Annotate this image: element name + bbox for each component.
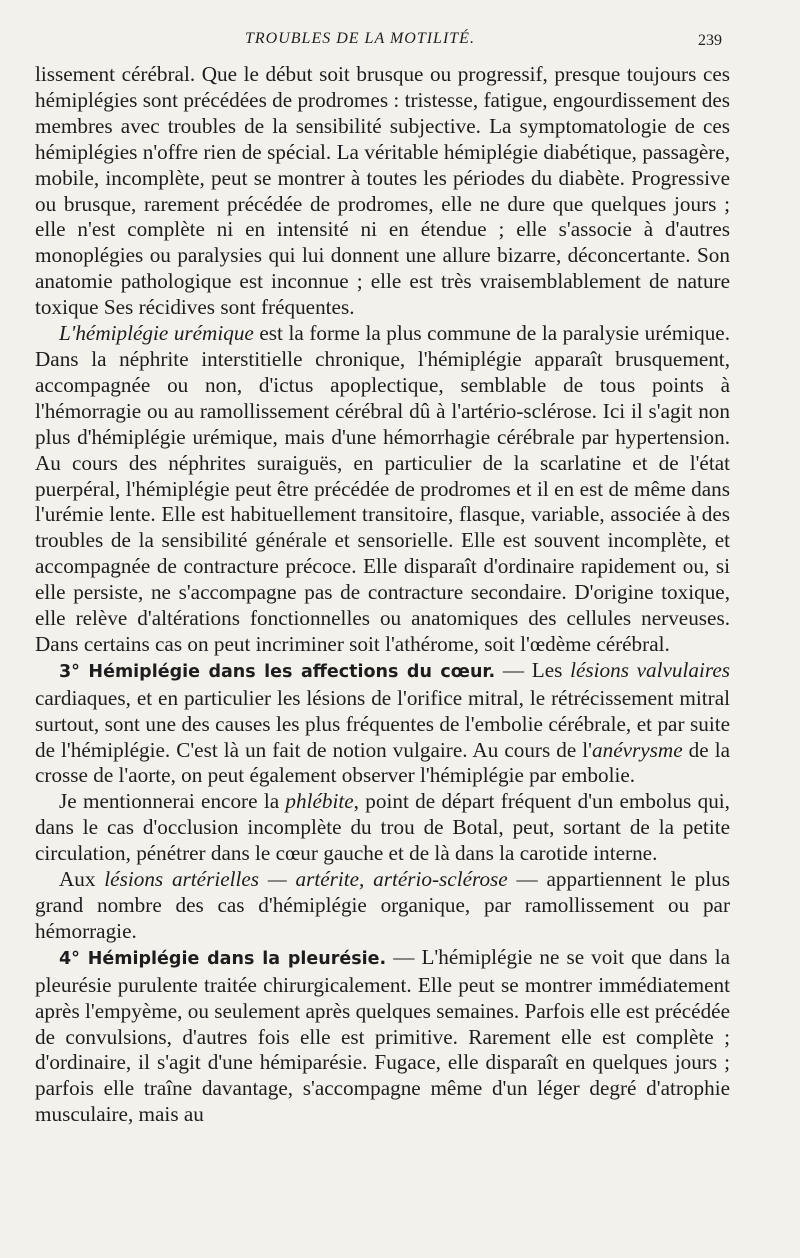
italic-term: phlébite [285, 789, 354, 814]
paragraph-text: — Les [495, 657, 571, 682]
page-number: 239 [698, 32, 722, 49]
paragraph-text: — L'hémiplégie ne se voit que dans la pleurésie purulente traitée chirurgicalement. Elle peut se montrer immédiatement après l'empyème, ou seulement après quelques semaines. Parfois elle est précédée de convulsions, d'autres fois elle est primitive. Rarement elle est complète ; d'ordinaire, il s'agit d'une hémiparésie. Fugace, elle disparaît en quelques jours ; parfois elle traîne davantage, s'accompagne même d'un léger degré d'atrophie musculaire, mais au [35, 944, 730, 1127]
paragraph-diabetic-hemiplegia [35, 62, 730, 321]
running-title: TROUBLES DE LA MOTILITÉ. [245, 30, 475, 47]
italic-term: lésions valvulaires [570, 657, 730, 682]
paragraph-text: est la forme la plus commune de la paralysie urémique. Dans la néphrite interstitielle chronique, l'hémiplégie apparaît brusquement, accompagnée ou non, d'ictus apoplectique, semblable de tous points à l'hémorragie ou au ramollissement cérébral dû à l'artério-sclérose. Ici il s'agit non plus d'hémiplégie urémique, mais d'une hémorrhagie cérébrale par hypertension. Au cours des néphrites suraiguës, en particulier de la scarlatine et de l'état puerpéral, l'hémiplégie peut être précédée de prodromes et il en est de même dans l'urémie lente. Elle est habituellement transitoire, flasque, variable, associée à des troubles de la sensibilité générale et sensorielle. Elle est souvent incomplète, et accompagnée de contracture précoce. Elle disparaît d'ordinaire rapidement ou, si elle persiste, ne s'accompagne pas de contracture secondaire. D'origine toxique, elle relève d'altérations fonctionnelles ou anatomiques des cellules nerveuses. Dans certains cas on peut incriminer soit l'athérome, soit l'œdème cérébral. [35, 321, 730, 656]
paragraph-text: Aux [59, 867, 105, 892]
paragraph-uremic-hemiplegia [35, 321, 730, 658]
italic-term: lésions artérielles — artérite, artério-sclérose [104, 867, 508, 892]
paragraph-text: cardiaques, et en particulier les lésions de l'orifice mitral, le rétrécissement mitral surtout, sont une des causes les plus fréquentes de l'embolie cérébrale, et par suite de l'hémiplégie. C'est là un fait de notion vulgaire. Au cours de l' [35, 685, 730, 762]
section-heading: 4° Hémiplégie dans la pleurésie. [59, 948, 387, 969]
paragraph-text: de la crosse de l'aorte, on peut également observer l'hémiplégie par embolie. [35, 737, 730, 788]
italic-term: anévrysme [592, 737, 683, 762]
paragraph-arterial-lesions [35, 867, 730, 945]
section-pleurisy [35, 945, 730, 1128]
italic-term: L'hémiplégie urémique [59, 321, 254, 346]
paragraph-text: — appartiennent le plus grand nombre des cas d'hémiplégie organique, par ramollissement ou par hémorragie. [35, 867, 730, 943]
section-heading: 3° Hémiplégie dans les affections du cœur. [59, 661, 496, 682]
paragraph-text: , point de départ fréquent d'un embolus qui, dans le cas d'occlusion incomplète du trou de Botal, peut, sortant de la petite circulation, pénétrer dans le cœur gauche et de là dans la carotide interne. [35, 789, 730, 866]
paragraph-text: lissement cérébral. Que le début soit brusque ou progressif, presque toujours ces hémiplégies sont précédées de prodromes : tristesse, fatigue, engourdissement des membres avec troubles de la sensibilité subjective. La symptomatologie de ces hémiplégies n'offre rien de spécial. La véritable hémiplégie diabétique, passagère, mobile, incomplète, peut se montrer à toutes les périodes du diabète. Progressive ou brusque, rarement précédée de prodromes, elle ne dure que quelques jours ; elle n'est complète ni en intensité ni en étendue ; elle s'associe à d'autres monoplégies ou paralysies qui lui donnent une allure bizarre, déconcertante. Son anatomie pathologique est inconnue ; elle est très vraisemblablement de nature toxique Ses récidives sont fréquentes. [35, 62, 730, 320]
section-heart-affections [35, 658, 730, 790]
paragraph-text: Je mentionnerai encore la [59, 789, 286, 814]
body-text [35, 62, 730, 1128]
paragraph-phlebitis [35, 789, 730, 867]
running-header [0, 30, 800, 52]
